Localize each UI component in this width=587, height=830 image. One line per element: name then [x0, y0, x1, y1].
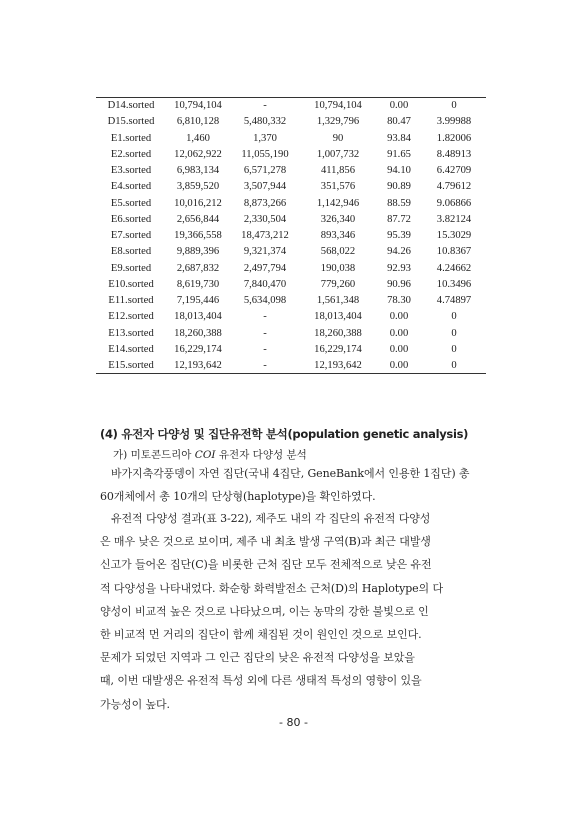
table-cell: 2,656,844: [176, 213, 220, 225]
table-cell: 10.8367: [436, 246, 472, 258]
table-cell: E3.sorted: [110, 165, 152, 177]
paragraph-line: 한 비교적 먼 거리의 집단이 함께 채집된 것이 원인인 것으로 보인다.: [100, 628, 422, 642]
table-cell: 92.93: [387, 262, 411, 274]
table-cell: -: [230, 358, 300, 374]
table-cell: 7,195,446: [176, 295, 220, 307]
table-cell: 411,856: [320, 165, 356, 177]
table-cell: 568,022: [320, 246, 356, 258]
table-cell: 2,497,794: [243, 262, 287, 274]
table-cell: 12,193,642: [166, 358, 230, 374]
table-row: [96, 276, 486, 292]
paragraph-line: 은 매우 낮은 것으로 보이며, 제주 내 최초 발생 구역(B)과 최근 대발생: [100, 535, 431, 549]
table-row: [96, 244, 486, 260]
table-cell: 8,873,266: [243, 197, 287, 209]
table-row: [96, 98, 486, 114]
table-cell: 18,473,212: [241, 230, 289, 242]
paragraph-line: 60개체에서 총 10개의 단상형(haplotype)을 확인하였다.: [100, 490, 376, 504]
section-heading: (4) 유전자 다양성 및 집단유전학 분석(population genetic analysis): [100, 427, 469, 441]
table-cell: 0: [451, 327, 457, 339]
table-cell: 16,229,174: [174, 343, 222, 355]
page-number: - 80 -: [279, 716, 308, 729]
table-cell: 10,016,212: [174, 197, 222, 209]
table-cell: 2,330,504: [243, 213, 287, 225]
table-cell: 1,142,946: [316, 197, 360, 209]
paragraph-line: 문제가 되었던 지역과 그 인근 집단의 낮은 유전적 다양성을 보았을: [100, 651, 415, 665]
table-row: [96, 309, 486, 325]
table-cell: 0: [451, 311, 457, 323]
paragraph-line: 신고가 들어온 집단(C)을 비롯한 근처 집단 모두 전체적으로 낮은 유전: [100, 558, 432, 572]
subheading-prefix: 가) 미토콘드리아: [113, 449, 195, 461]
table-cell: 1,007,732: [316, 148, 360, 160]
table-cell: 10,794,104: [166, 98, 230, 114]
table-row: [96, 114, 486, 130]
table-cell: 10.3496: [436, 278, 472, 290]
table-row: [96, 130, 486, 146]
table-cell: 80.47: [387, 116, 411, 128]
table-cell: 4.24662: [436, 262, 472, 274]
table-cell: 4.79612: [436, 181, 472, 193]
table-cell: 18,260,388: [314, 327, 362, 339]
table-cell: E2.sorted: [110, 148, 152, 160]
table-row: [96, 211, 486, 227]
table-cell: 3,507,944: [243, 181, 287, 193]
table-cell: E4.sorted: [110, 181, 152, 193]
table-cell: 893,346: [320, 230, 356, 242]
table-cell: 0.00: [376, 98, 422, 114]
table-cell: D14.sorted: [96, 98, 166, 114]
table-cell: E14.sorted: [108, 343, 154, 355]
table-cell: 190,038: [320, 262, 356, 274]
table-cell: 94.26: [387, 246, 411, 258]
table-cell: E6.sorted: [110, 213, 152, 225]
table-cell: E13.sorted: [108, 327, 154, 339]
table-cell: -: [263, 311, 267, 323]
table-row: [96, 341, 486, 357]
table-row: [96, 358, 486, 374]
table-cell: 0: [422, 98, 486, 114]
table-cell: 326,340: [320, 213, 356, 225]
table-row: [96, 195, 486, 211]
table-cell: D15.sorted: [107, 116, 155, 128]
table-cell: 10,794,104: [300, 98, 376, 114]
table-cell: 12,062,922: [174, 148, 222, 160]
table-cell: 88.59: [387, 197, 411, 209]
paragraph-1: [100, 462, 469, 508]
table-cell: 87.72: [387, 213, 411, 225]
table-cell: 18,013,404: [174, 311, 222, 323]
table-cell: 7,840,470: [243, 278, 287, 290]
table-cell: 2,687,832: [176, 262, 220, 274]
table-cell: 18,013,404: [314, 311, 362, 323]
table-row: [96, 293, 486, 309]
table-cell: 93.84: [387, 132, 411, 144]
table-cell: 95.39: [387, 230, 411, 242]
table-cell: E7.sorted: [110, 230, 152, 242]
data-table: [96, 97, 486, 374]
table-cell: 6,810,128: [176, 116, 220, 128]
table-cell: 0.00: [389, 311, 409, 323]
table-cell: 0.00: [389, 343, 409, 355]
subheading-suffix: 유전자 다양성 분석: [215, 449, 307, 461]
table-cell: 9.06866: [436, 197, 472, 209]
table-cell: 90.96: [387, 278, 411, 290]
table-cell: 1,329,796: [316, 116, 360, 128]
table-cell: -: [263, 327, 267, 339]
table-cell: 6,571,278: [243, 165, 287, 177]
table-cell: E12.sorted: [108, 311, 154, 323]
paragraph-line: 유전적 다양성 결과(표 3-22), 제주도 내의 각 집단의 유전적 다양성: [111, 512, 431, 525]
paragraph-line: 적 다양성을 나타내었다. 화순항 화력발전소 근처(D)의 Haplotype의 다: [100, 581, 443, 595]
table-cell: 3.82124: [436, 213, 472, 225]
table-cell: 1,370: [253, 132, 277, 144]
table-cell: E15.sorted: [96, 358, 166, 374]
table-cell: 779,260: [320, 278, 356, 290]
table-cell: 0: [422, 358, 486, 374]
table-cell: 15.3029: [436, 230, 472, 242]
paragraph-2: [100, 507, 443, 716]
table-cell: 5,480,332: [243, 116, 287, 128]
table-cell: 11,055,190: [241, 148, 289, 160]
table-cell: 9,889,396: [176, 246, 220, 258]
table-cell: 94.10: [387, 165, 411, 177]
table-cell: 1,561,348: [316, 295, 360, 307]
table-cell: 4.74897: [436, 295, 472, 307]
paragraph-line: 양성이 비교적 높은 것으로 나타났으며, 이는 농막의 강한 불빛으로 인: [100, 604, 429, 618]
table-cell: -: [230, 98, 300, 114]
table-cell: 90: [332, 132, 344, 144]
table-cell: 0.00: [376, 358, 422, 374]
table-cell: 8.48913: [436, 148, 472, 160]
table-cell: -: [263, 343, 267, 355]
table-cell: 8,619,730: [176, 278, 220, 290]
table-cell: E10.sorted: [108, 278, 154, 290]
paragraph-line: 바가지축각풍뎅이 자연 집단(국내 4집단, GeneBank에서 인용한 1집단) 총: [111, 467, 470, 480]
table-cell: 5,634,098: [243, 295, 287, 307]
table-cell: 3,859,520: [176, 181, 220, 193]
paragraph-line: 때, 이번 대발생은 유전적 특성 외에 다른 생태적 특성의 영향이 있을: [100, 674, 422, 688]
table-row: [96, 228, 486, 244]
table-cell: E1.sorted: [110, 132, 152, 144]
subheading: [113, 447, 307, 462]
table-cell: E8.sorted: [110, 246, 152, 258]
table-cell: 12,193,642: [300, 358, 376, 374]
table-cell: 6.42709: [436, 165, 472, 177]
table-row: [96, 260, 486, 276]
table-row: [96, 179, 486, 195]
table-cell: 18,260,388: [174, 327, 222, 339]
paragraph-line: 가능성이 높다.: [100, 697, 170, 711]
table-cell: 9,321,374: [243, 246, 287, 258]
table-cell: E11.sorted: [108, 295, 154, 307]
table-cell: 78.30: [387, 295, 411, 307]
table-cell: 6,983,134: [176, 165, 220, 177]
table-row: [96, 163, 486, 179]
table-cell: E5.sorted: [110, 197, 152, 209]
table-cell: 91.65: [387, 148, 411, 160]
table-cell: 90.89: [387, 181, 411, 193]
table-cell: 16,229,174: [314, 343, 362, 355]
table-cell: 19,366,558: [174, 230, 222, 242]
table-row: [96, 146, 486, 162]
table-cell: 0: [451, 343, 457, 355]
table-cell: 351,576: [320, 181, 356, 193]
table-cell: 1.82006: [436, 132, 472, 144]
table-row: [96, 325, 486, 341]
subheading-gene: COI: [194, 449, 216, 461]
table-cell: E9.sorted: [110, 262, 152, 274]
table-cell: 0.00: [389, 327, 409, 339]
table-cell: 3.99988: [436, 116, 472, 128]
table-cell: 1,460: [186, 132, 210, 144]
